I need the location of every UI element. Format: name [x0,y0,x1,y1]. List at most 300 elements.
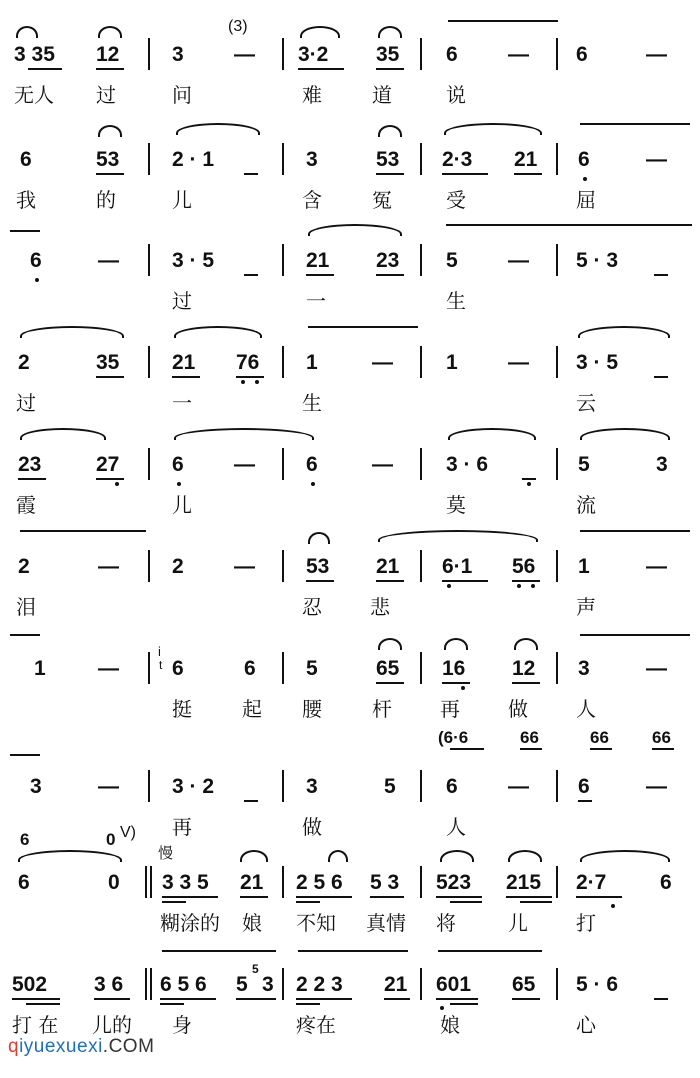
barline [556,866,558,898]
note-group: 3 [306,775,318,798]
low-octave-dot [527,482,531,486]
note-group: 5 [306,657,318,680]
note-group: 35 [96,351,120,374]
lyric: 过 [96,83,116,107]
slur [20,326,124,338]
tie-bracket [162,950,276,952]
tie-bracket [580,530,690,532]
watermark-tld: .COM [102,1036,155,1057]
underline [296,1003,320,1005]
note-group: 1 [306,351,318,374]
underline [240,896,268,898]
double-barline [150,968,152,1000]
note-group: 3 · 6 [446,453,489,476]
underline [162,896,218,898]
sustain-dash: — [98,555,119,578]
slur [440,850,474,862]
barline [556,346,558,378]
note-group: 3 · 5 [576,351,619,374]
barline [282,550,284,582]
note-group: 3 [306,148,318,171]
sustain-dash: — [234,555,255,578]
underline [376,580,404,582]
barline [556,968,558,1000]
barline [148,550,150,582]
lyric: 做 [302,815,322,839]
note-group: 5 [384,775,396,798]
note-group: 6·1 [442,555,473,578]
note-group: 3 [262,973,274,996]
note-group: 6 5 6 [160,973,207,996]
underline [160,1003,184,1005]
underline [514,173,542,175]
underline [590,748,612,750]
barline [556,550,558,582]
note-group: 21 [376,555,400,578]
note-group: 6 [446,43,458,66]
note-group: 6 [578,775,590,798]
note-group: 21 [514,148,538,171]
note-group: 3 35 [14,43,55,66]
barline [148,346,150,378]
staff-row-4 [0,312,700,417]
note-group: 5 3 [370,871,400,894]
barline [420,38,422,70]
slur [378,638,402,650]
low-octave-dot [440,1006,444,1010]
barline [148,244,150,276]
note-group: 6 [446,775,458,798]
lyric: 娘 [242,911,262,935]
underline [160,998,216,1000]
note-group: 0 [108,871,120,894]
low-octave-dot [241,380,245,384]
underline [26,1003,60,1005]
note-group: 6 [660,871,672,894]
underline [442,682,470,684]
barline [420,866,422,898]
lyric: 心 [576,1013,596,1037]
note-group: 6 [20,148,32,171]
lyric: 糊涂的 [160,911,220,935]
note-group: 5 · 6 [576,973,619,996]
barline [282,652,284,684]
lyric: 难 [302,83,322,107]
note-group: 2 [18,555,30,578]
barline [148,652,150,684]
slur [20,428,106,440]
low-octave-dot [35,278,39,282]
slur [98,125,122,137]
grace-note: 5 [252,962,259,976]
staff-row-2 [0,105,700,210]
lyric: 流 [576,493,596,517]
lyric: 起 [242,697,262,721]
low-octave-dot [311,482,315,486]
barline [282,770,284,802]
lyric: 含 [302,188,322,212]
staff-row-5 [0,414,700,519]
underline [436,896,482,898]
slur [580,428,670,440]
note-group: 601 [436,973,472,996]
tie-bracket [10,634,40,636]
underline [96,376,124,378]
sustain-dash: — [508,351,529,374]
tie-bracket [308,326,418,328]
underline [520,901,552,903]
underline [306,580,334,582]
note-group: 21 [384,973,408,996]
sustain-dash: — [372,453,393,476]
barline [148,770,150,802]
slur [444,123,542,135]
underline [654,274,668,276]
barline [420,244,422,276]
note-group: 65 [376,657,400,680]
underline [450,1003,478,1005]
slur [378,530,538,542]
barline [148,38,150,70]
underline [654,998,668,1000]
underline [450,901,482,903]
note-group: 12 [512,657,536,680]
barline [556,652,558,684]
lyric: 的 [96,188,116,212]
underline [236,998,276,1000]
grace-note: i [158,644,161,659]
barline [282,244,284,276]
underline [522,478,536,480]
lyric: 儿 [172,493,192,517]
underline [652,748,674,750]
lyric: 生 [446,289,466,313]
underline [384,998,410,1000]
slur [16,26,38,38]
underline [12,998,60,1000]
lyric: 打 在 [12,1013,59,1037]
barline [420,550,422,582]
lyric: 过 [172,289,192,313]
lyric: 儿的 [92,1013,132,1037]
note-group: 5 · 3 [576,249,619,272]
accompaniment-note: 66 [520,728,539,747]
underline [296,901,320,903]
lyric: 不知 [296,911,336,935]
note-group: 21 [306,249,330,272]
note-group: 65 [512,973,536,996]
slur [578,326,670,338]
lyric: 我 [16,188,36,212]
lyric: 一 [306,289,326,313]
underline [376,682,404,684]
note-group: 2 2 3 [296,973,343,996]
staff-row-10 [0,934,700,1039]
note-group: 6 [172,453,184,476]
slur [308,224,402,236]
sustain-dash: — [98,249,119,272]
note-group: 3 [30,775,42,798]
note-group: 6 [18,871,30,894]
underline [18,478,46,480]
slur [448,428,536,440]
barline [556,38,558,70]
note-group: 2·7 [576,871,607,894]
lyric: 生 [302,391,322,415]
low-octave-dot [461,686,465,690]
note-group: 1 [446,351,458,374]
barline [556,143,558,175]
tie-bracket [580,634,690,636]
barline [420,652,422,684]
sustain-dash: — [646,657,667,680]
underline [376,274,404,276]
underline [576,896,622,898]
low-octave-dot [583,177,587,181]
staff-row-3 [0,210,700,315]
barline [556,770,558,802]
underline [654,376,668,378]
slur [514,638,538,650]
low-octave-dot [177,482,181,486]
low-octave-dot [611,904,615,908]
lyric: 一 [172,391,192,415]
lyric: 声 [576,595,596,619]
lyric: 霞 [16,493,36,517]
note-group: 215 [506,871,542,894]
lyric: 打 [576,911,596,935]
lyric: 说 [446,83,466,107]
note-group: 21 [172,351,196,374]
lyric: 云 [576,391,596,415]
barline [420,448,422,480]
lyric: 做 [508,697,528,721]
sustain-dash: — [646,775,667,798]
note-group: 16 [442,657,466,680]
underline [578,800,592,802]
note-group: 35 [376,43,400,66]
underline [506,896,552,898]
barline [420,968,422,1000]
note-group: 3 · 2 [172,775,215,798]
sustain-dash: — [646,43,667,66]
watermark-initial: q [8,1036,20,1057]
sustain-dash: — [234,453,255,476]
note-group: 1 [34,657,46,680]
note-group: 6 [30,249,42,272]
underline [172,376,200,378]
underline [450,748,484,750]
tie-bracket [10,230,40,232]
lyric: 屈 [576,188,596,212]
sustain-dash: — [508,249,529,272]
lyric: 问 [172,83,192,107]
sustain-dash: — [98,657,119,680]
slur [328,850,348,862]
lyric: 冤 [372,188,392,212]
sustain-dash: — [98,775,119,798]
underline [96,173,124,175]
underline [296,896,352,898]
lyric: 娘 [440,1013,460,1037]
note-group: 21 [240,871,264,894]
tie-bracket [20,530,146,532]
tie-bracket [298,950,408,952]
slur [300,26,340,38]
underline [94,998,130,1000]
lyric: 杆 [372,697,392,721]
tie-bracket [10,754,40,756]
underline [296,998,352,1000]
lyric: 再 [440,697,460,721]
note-group: 523 [436,871,472,894]
grace-mark: t [159,658,163,672]
lyric: 儿 [172,188,192,212]
lyric: 无人 [14,83,54,107]
lyric: 将 [436,911,456,935]
note-group: 2 · 1 [172,148,215,171]
lyric: 真情 [366,911,406,935]
note-group: 2 [172,555,184,578]
double-barline [150,866,152,898]
accompaniment-annotation: (6·6 [438,728,469,747]
sustain-dash: — [508,43,529,66]
slur [580,850,670,862]
low-octave-dot [255,380,259,384]
lyric: 莫 [446,493,466,517]
lyric: 悲 [370,595,390,619]
underline [244,274,258,276]
underline [96,478,124,480]
accompaniment-note: 66 [652,728,671,747]
site-watermark [8,1036,154,1058]
note-group: 3·2 [298,43,329,66]
note-group: 53 [96,148,120,171]
sustain-dash: — [646,555,667,578]
sustain-dash: — [234,43,255,66]
tie-bracket [580,123,690,125]
slur [18,850,122,862]
underline [512,998,540,1000]
lyric: 儿 [508,911,528,935]
note-group: 3 · 5 [172,249,215,272]
lyric: 泪 [16,595,36,619]
underline [442,173,488,175]
slur [98,26,122,38]
barline [556,244,558,276]
accompaniment-note: 66 [590,728,609,747]
staff-row-7 [0,618,700,723]
note-group: 6 [244,657,256,680]
note-group: 3 [578,657,590,680]
note-group: 56 [512,555,536,578]
note-group: 502 [12,973,48,996]
lyric: 过 [16,391,36,415]
prelude-rest: 0 [106,830,116,849]
underline [306,274,334,276]
underline [512,580,540,582]
note-group: 27 [96,453,120,476]
sustain-dash: — [646,148,667,171]
tie-bracket [438,950,542,952]
sustain-dash: — [508,775,529,798]
lyric: 人 [576,697,596,721]
note-group: 5 [446,249,458,272]
note-group: 2 5 6 [296,871,343,894]
sustain-dash: — [372,351,393,374]
note-group: 76 [236,351,260,374]
underline [512,682,540,684]
lyric: 人 [446,815,466,839]
barline [556,448,558,480]
slur [174,326,262,338]
slur [378,26,402,38]
note-group: 3 [656,453,668,476]
underline [162,901,186,903]
lyric: 受 [446,188,466,212]
slur [444,638,468,650]
barline [420,346,422,378]
barline [282,968,284,1000]
slur [240,850,268,862]
lyric: 身 [172,1013,192,1037]
note-group: 53 [306,555,330,578]
note-group: 3 3 5 [162,871,209,894]
barline [282,143,284,175]
note-group: 6 [576,43,588,66]
barline [148,448,150,480]
lyric: 忍 [302,595,322,619]
underline [442,580,488,582]
barline [148,143,150,175]
note-group: 6 [306,453,318,476]
lyric: 腰 [302,697,322,721]
barline [282,346,284,378]
note-group: 5 [236,973,248,996]
underline [376,173,404,175]
lyric: 再 [172,815,192,839]
note-group: 23 [18,453,42,476]
note-group: 6 [172,657,184,680]
slur [378,125,402,137]
note-group: 6 [578,148,590,171]
underline [376,68,404,70]
staff-row-1 [0,0,700,105]
slur [308,532,330,544]
note-group: 5 [578,453,590,476]
slur [174,428,314,440]
underline [520,748,542,750]
barline [282,38,284,70]
underline [298,68,344,70]
barline [282,866,284,898]
breath-mark: V) [120,824,136,841]
note-group: 2 [18,351,30,374]
slur [176,123,260,135]
slur [508,850,542,862]
note-group: 3 6 [94,973,124,996]
note-group: 2·3 [442,148,473,171]
watermark-name: iyuexuexi [19,1036,103,1057]
note-group: 53 [376,148,400,171]
underline [244,800,258,802]
low-octave-dot [531,584,535,588]
prelude-note: 6 [20,830,30,849]
underline [96,68,124,70]
lyric: 挺 [172,697,192,721]
tempo-marking: 慢 [158,844,174,862]
barline [282,448,284,480]
